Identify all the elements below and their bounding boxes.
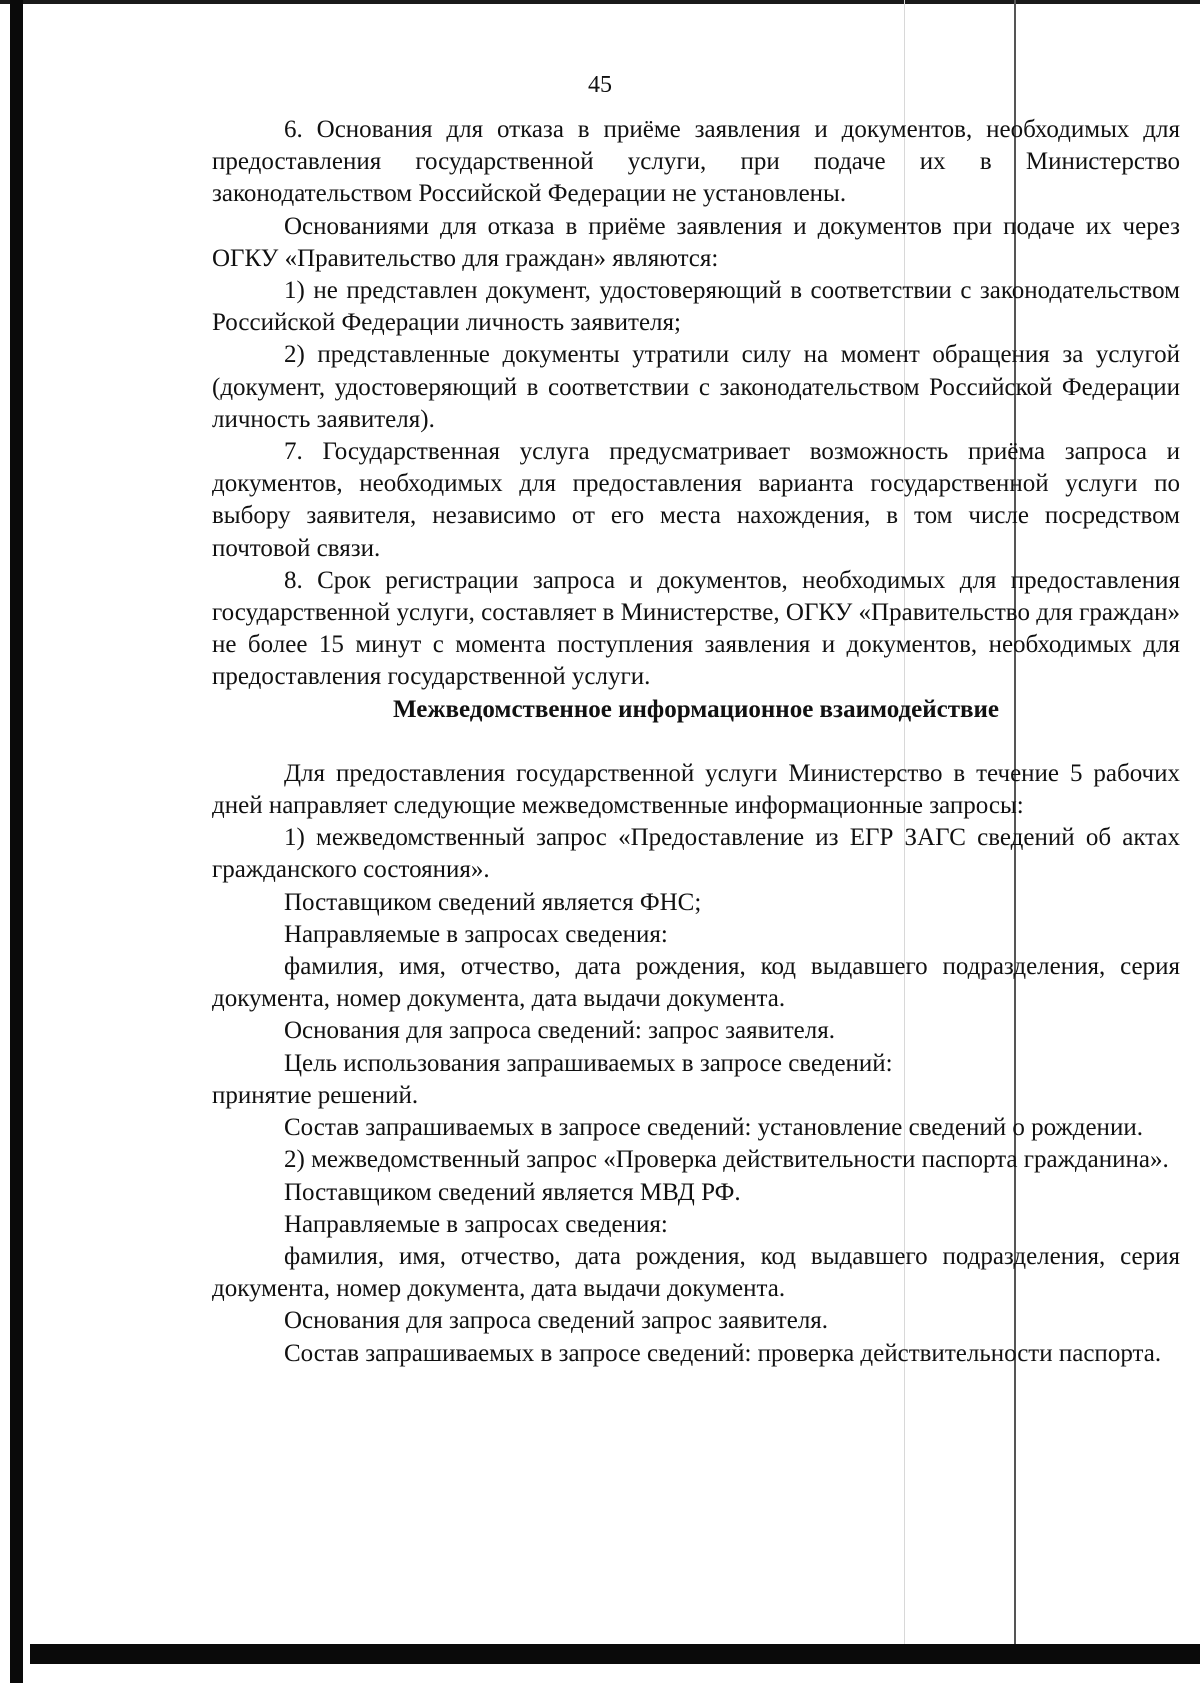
paragraph-service-7: 7. Государственная услуга предусматривает возможность приёма запроса и документов, необходимых для предоставления варианта государственной услуги по выбору заявителя, независимо от его места нахождения, в том числе посредством почтовой связи. xyxy=(212,438,1180,562)
paragraph-sent-data-1: Направляемые в запросах сведения: xyxy=(284,920,668,948)
paragraph-provider-fns: Поставщиком сведений является ФНС; xyxy=(284,888,702,916)
paragraph-grounds-1: Основания для запроса сведений: запрос заявителя. xyxy=(284,1017,836,1045)
paragraph-refusal-item-1: 1) не представлен документ, удостоверяющий в соответствии с законодательством Российской Федерации личность заявителя; xyxy=(212,277,1180,337)
paragraph-refusal-ogku: Основаниями для отказа в приёме заявления и документов при подаче их через ОГКУ «Правительство для граждан» являются: xyxy=(212,212,1180,272)
scan-edge-bottom xyxy=(30,1644,1200,1664)
paragraph-purpose-1: Цель использования запрашиваемых в запросе сведений: xyxy=(284,1049,893,1077)
paragraph-request-2: 2) межведомственный запрос «Проверка действительности паспорта гражданина». xyxy=(284,1146,1169,1174)
paragraph-service-8: 8. Срок регистрации запроса и документов, необходимых для предоставления государственной услуги, составляет в Министерстве, ОГКУ «Правительство для граждан» не более 15 минут с момента поступления заявления и документов, необходимых для предоставления государственной услуги. xyxy=(212,566,1180,691)
paragraph-fields-2: фамилия, имя, отчество, дата рождения, код выдавшего подразделения, серия документа, номер документа, дата выдачи документа. xyxy=(212,1242,1180,1303)
paragraph-composition-1: Состав запрашиваемых в запросе сведений: установление сведений о рождении. xyxy=(284,1114,1143,1142)
paragraph-request-1: 1) межведомственный запрос «Предоставление из ЕГР ЗАГС сведений об актах гражданского состояния». xyxy=(212,824,1180,884)
paragraph-provider-mvd: Поставщиком сведений является МВД РФ. xyxy=(284,1178,741,1206)
paragraph-composition-2: Состав запрашиваемых в запросе сведений: проверка действительности паспорта. xyxy=(284,1339,1162,1367)
paragraph-interagency-intro: Для предоставления государственной услуги Министерство в течение 5 рабочих дней направляет следующие межведомственные информационные запросы: xyxy=(212,759,1180,820)
page-number: 45 xyxy=(588,72,612,98)
paragraph-refusal-ministry: 6. Основания для отказа в приёме заявления и документов, необходимых для предоставления государственной услуги, при подаче их в Министерство законодательством Российской Федерации не установлены. xyxy=(212,116,1180,208)
paragraph-refusal-item-2: 2) представленные документы утратили силу на момент обращения за услугой (документ, удостоверяющий в соответствии с законодательством Российской Федерации личность заявителя). xyxy=(212,341,1180,433)
section-heading: Межведомственное информационное взаимодействие xyxy=(393,695,999,723)
scan-edge-top xyxy=(0,0,1200,4)
document-body xyxy=(212,114,1180,1370)
paragraph-fields-1: фамилия, имя, отчество, дата рождения, код выдавшего подразделения, серия документа, номер документа, дата выдачи документа. xyxy=(212,953,1180,1013)
paragraph-purpose-value-1: принятие решений. xyxy=(212,1081,419,1109)
paragraph-grounds-2: Основания для запроса сведений запрос заявителя. xyxy=(284,1307,829,1335)
section-gap xyxy=(212,726,1180,758)
paragraph-sent-data-2: Направляемые в запросах сведения: xyxy=(284,1210,668,1238)
scan-edge-left xyxy=(10,0,23,1683)
